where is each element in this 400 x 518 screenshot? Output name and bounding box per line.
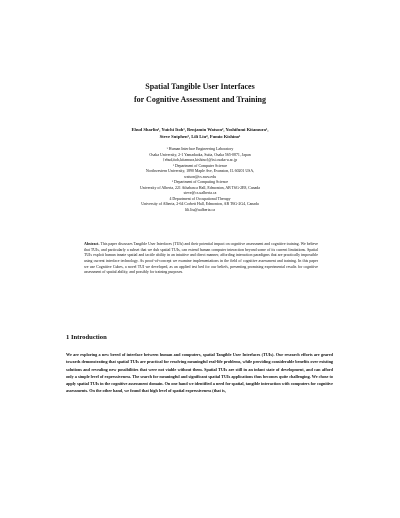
affiliation-email: steve@cs.ualberta.ca xyxy=(183,191,217,195)
paper-title-line-2: for Cognitive Assessment and Training xyxy=(133,95,266,104)
abstract xyxy=(84,242,318,276)
affiliation-line: 4 Department of Occupational Therapy xyxy=(169,196,231,201)
affiliation-line: ² Department of Computer Science xyxy=(172,163,228,168)
affiliation-line: ¹ Human Interface Engineering Laboratory xyxy=(166,147,234,151)
affiliation-line: Osaka University, 2-1 Yamadaoka, Suita, Osaka 565-0871, Japan xyxy=(149,152,251,157)
affiliation-email: lili.liu@ualberta.ca xyxy=(185,207,215,212)
affiliation-email: {ehud,itoh,kitamura,kishino}@ist.osaka-u.ac.jp xyxy=(162,158,238,162)
paper-title-line-1: Spatial Tangible User Interfaces xyxy=(145,82,255,91)
author-list xyxy=(60,126,340,140)
affiliation-email: watson@cs.nwu.edu xyxy=(183,174,217,179)
affiliation-line: University of Alberta, 221 Athabasca Hall, Edmonton, AB T6G-2E8, Canada xyxy=(140,185,260,190)
affiliation-line: Northwestern University, 1890 Maple Ave, Evanston, IL 60201 USA, xyxy=(145,169,255,173)
abstract-text: This paper discusses Tangible User Interfaces (TUIs) and their potential impact on cognitive assessment and cognitive training. We believe that TUIs, and particularly a subset that we dub spatial TUIs, can extend human computer interaction beyond some of its current limitations. Spatial TUIs exploit human innate spatial and tactile ability in an intuitive and direct manner, affording interaction paradigms that are practically impossible using current interface technology. As proof-of-concept we examine implementations in the field of cognitive assessment and training. In this paper we use Cognitive Cubes, a novel TUI we developed, as an applied test bed for our beliefs, presenting promising experimental results for cognitive assessment of spatial ability, and possibly for training purposes. xyxy=(84,242,319,275)
authors-line-1: Ehud Sharlin¹, Yuichi Itoh¹, Benjamin Watson², Yoshifumi Kitamura¹, xyxy=(131,127,269,132)
affiliation-line: ³ Department of Computing Science xyxy=(171,180,229,184)
abstract-label: Abstract. xyxy=(84,242,100,246)
introduction-paragraph: We are exploring a new breed of interface between human and computers, spatial Tangible User Interfaces (TUIs). Our research efforts are geared towards demonstrating that spatial TUIs are practical for resolving meaningful real-life problems, while providing considerable benefits over existing solutions and revealing new possibilities that were not viable without them. Spatial TUIs are still in an infant state of development, and can afford only a simple level of expressiveness. The search for meaningful and significant spatial TUIs applications thus becomes quite challenging. We chose to apply spatial TUIs in the cognitive assessment domain. On one hand we identified a need for spatial, tangible interaction with computers for cognitive assessments. On the other hand, we found that high level of spatial expressiveness (that is, xyxy=(66,352,333,394)
authors-line-2: Steve Sutphen³, Lili Liu⁴, Fumio Kishino¹ xyxy=(159,134,241,139)
section-heading: 1 Introduction xyxy=(66,334,107,341)
affiliations xyxy=(60,147,340,213)
affiliation-line: University of Alberta, 2-64 Corbett Hall, Edmonton, AB T6G-2G4, Canada xyxy=(141,202,259,206)
